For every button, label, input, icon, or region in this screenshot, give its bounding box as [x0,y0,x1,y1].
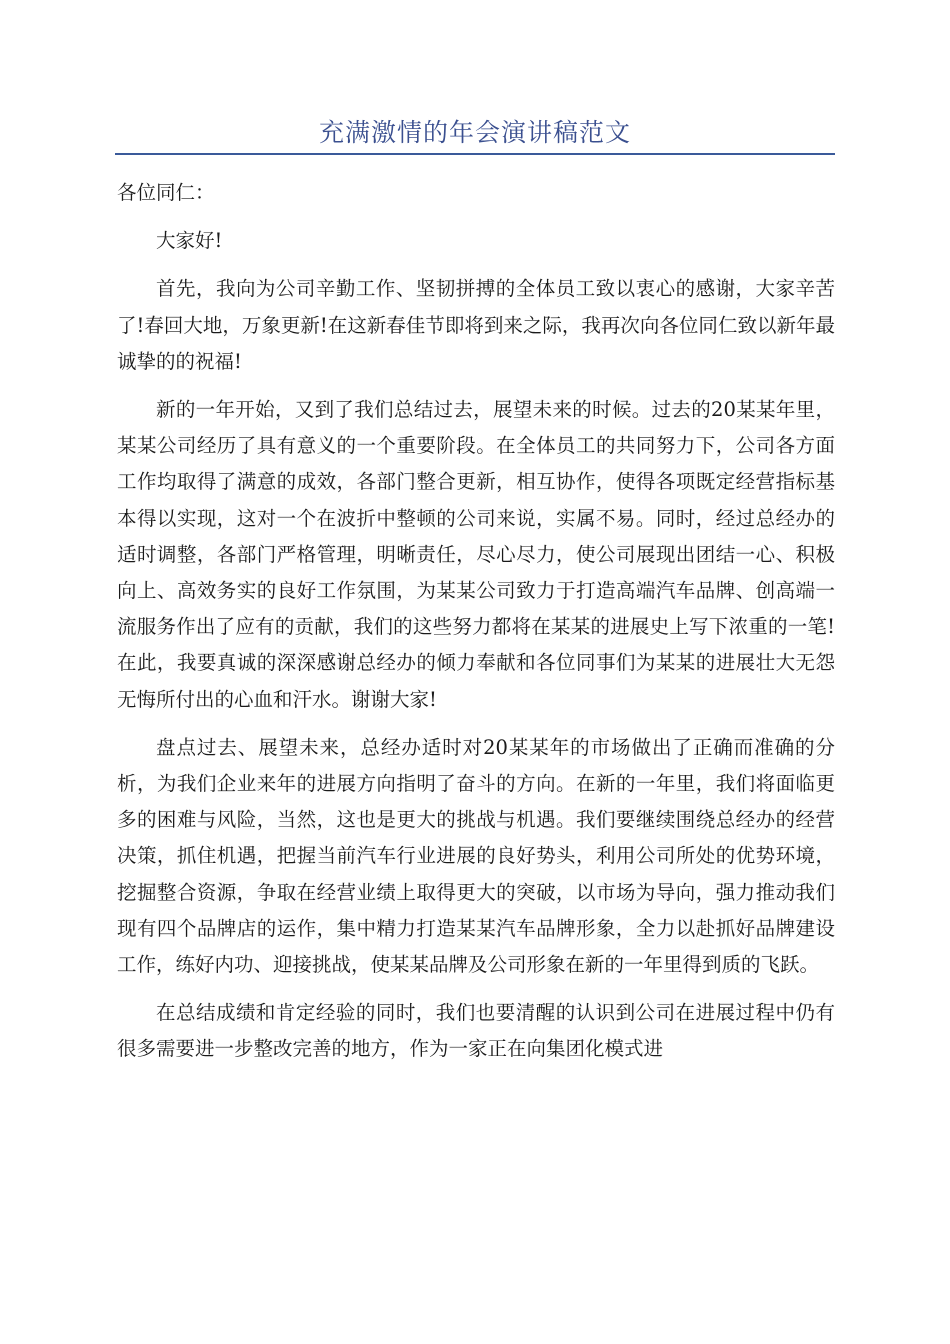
paragraph-review: 新的一年开始，又到了我们总结过去，展望未来的时候。过去的20某某年里，某某公司经历了具有意义的一个重要阶段。在全体员工的共同努力下，公司各方面工作均取得了满意的成效，各部门整合更新，相互协作，使得各项既定经营指标基本得以实现，这对一个在波折中整顿的公司来说，实属不易。同时，经过总经办的适时调整，各部门严格管理，明晰责任，尽心尽力，使公司展现出团结一心、积极向上、高效务实的良好工作氛围，为某某公司致力于打造高端汽车品牌、创高端一流服务作出了应有的贡献，我们的这些努力都将在某某的进展史上写下浓重的一笔!在此，我要真诚的深深感谢总经办的倾力奉献和各位同事们为某某的进展壮大无怨无悔所付出的心血和汗水。谢谢大家! [117,398,835,711]
document-body [117,175,835,1080]
paragraph-thanks: 首先，我向为公司辛勤工作、坚韧拼搏的全体员工致以衷心的感谢，大家辛苦了!春回大地，万象更新!在这新春佳节即将到来之际，我再次向各位同仁致以新年最诚挚的的祝福! [117,277,835,373]
paragraph-reflection: 在总结成绩和肯定经验的同时，我们也要清醒的认识到公司在进展过程中仍有很多需要进一步整改完善的地方，作为一家正在向集团化模式进 [117,1001,835,1061]
paragraph-greeting: 大家好! [156,229,223,253]
title-underline [115,153,835,155]
salutation: 各位同仁： [117,181,215,204]
document-title: 充满激情的年会演讲稿范文 [318,118,631,147]
paragraph-outlook: 盘点过去、展望未来，总经办适时对20某某年的市场做出了正确而准确的分析，为我们企业来年的进展方向指明了奋斗的方向。在新的一年里，我们将面临更多的困难与风险，当然，这也是更大的挑战与机遇。我们要继续围绕总经办的经营决策，抓住机遇，把握当前汽车行业进展的良好势头，利用公司所处的优势环境，挖掘整合资源，争取在经营业绩上取得更大的突破，以市场为导向，强力推动我们现有四个品牌店的运作，集中精力打造某某汽车品牌形象，全力以赴抓好品牌建设工作，练好内功、迎接挑战，使某某品牌及公司形象在新的一年里得到质的飞跃。 [117,735,835,977]
